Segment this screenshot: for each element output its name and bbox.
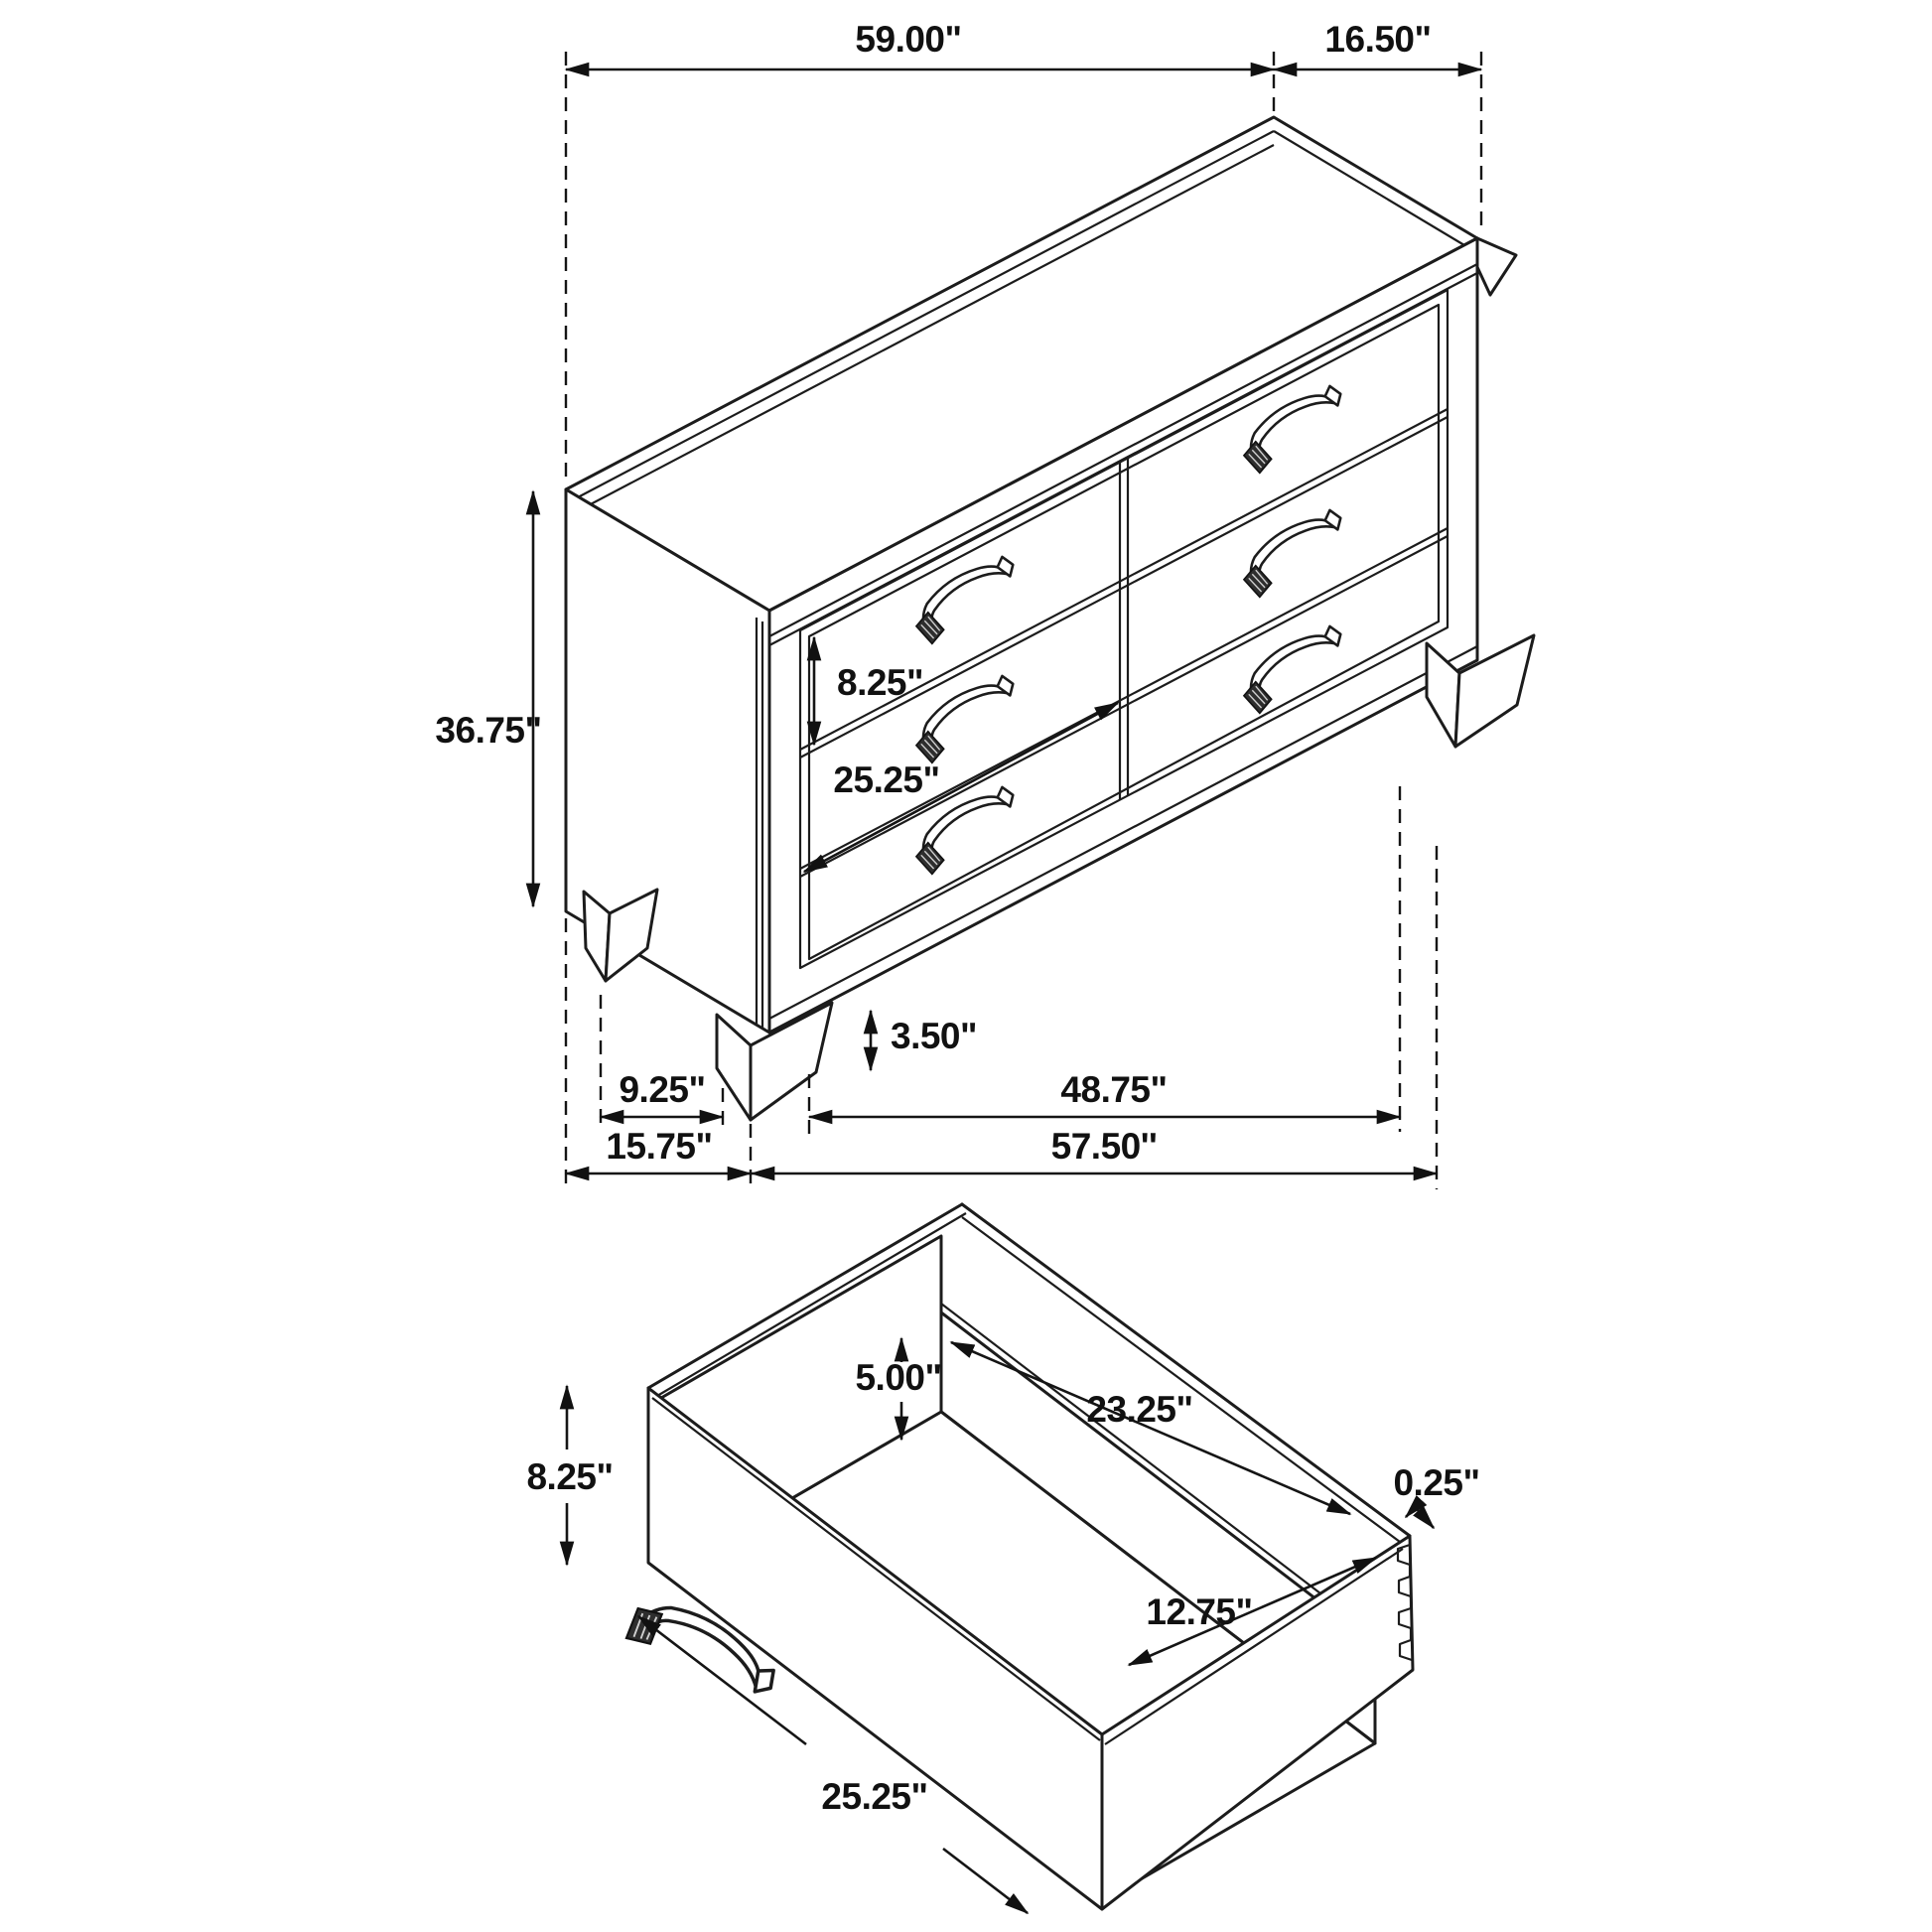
dim-line-thickness-b	[1418, 1510, 1434, 1528]
dim-label-top-width: 59.00"	[855, 19, 962, 60]
dim-label-drawer-height: 8.25"	[837, 662, 924, 703]
dim-label-top-depth: 16.50"	[1324, 19, 1432, 60]
dim-label-thickness: 0.25"	[1393, 1462, 1480, 1503]
dim-label-base-front-width: 48.75"	[1060, 1069, 1168, 1110]
dim-label-height: 36.75"	[435, 710, 542, 751]
drawer-figure	[620, 1204, 1413, 1909]
dim-label-foot-height: 3.50"	[891, 1016, 978, 1056]
dresser-figure	[566, 117, 1534, 1120]
dim-label-base-total-width: 57.50''	[1050, 1126, 1158, 1167]
dim-label-interior-depth: 12.75"	[1146, 1591, 1253, 1632]
dim-label-back-height: 5.00"	[855, 1357, 942, 1398]
dim-label-front-width: 25.25"	[821, 1776, 928, 1817]
dim-label-drawer-width: 25.25"	[833, 759, 940, 800]
dim-label-drawerfig-height: 8.25"	[526, 1456, 614, 1497]
dim-label-foot-spacing: 9.25"	[619, 1069, 706, 1110]
dim-label-interior-length: 23.25"	[1086, 1389, 1193, 1430]
dresser-crown-corner-bevel	[1477, 238, 1516, 295]
dim-label-base-depth: 15.75"	[606, 1126, 713, 1167]
dim-line-thickness-a	[1406, 1501, 1421, 1517]
dim-line-front-width-b	[943, 1849, 1028, 1913]
